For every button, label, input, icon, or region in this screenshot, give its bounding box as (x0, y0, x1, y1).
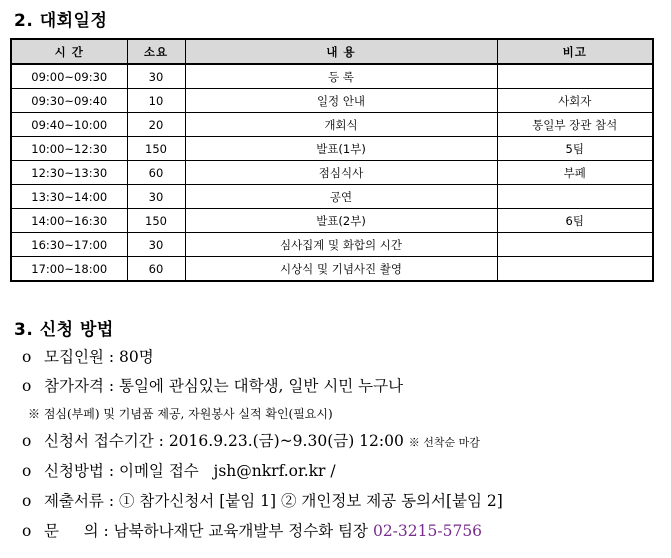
cell-note (497, 257, 653, 282)
table-row (11, 233, 653, 257)
cell-duration: 150 (127, 137, 185, 161)
cell-duration: 30 (127, 64, 185, 89)
header-note: 비고 (497, 39, 653, 64)
cell-duration: 60 (127, 257, 185, 282)
cell-content: 공연 (185, 185, 497, 209)
table-row (11, 185, 653, 209)
schedule-table (10, 38, 654, 282)
qualification-line (22, 374, 403, 396)
cell-note: 5팀 (497, 137, 653, 161)
bullet: o (22, 522, 32, 540)
cell-duration: 10 (127, 89, 185, 113)
recruit-line (22, 345, 154, 367)
period-text: 신청서 접수기간 : 2016.9.23.(금)~9.30(금) 12:00 (44, 432, 404, 450)
bullet: o (22, 462, 32, 480)
table-row (11, 89, 653, 113)
bullet: o (22, 432, 32, 450)
section-title-schedule: 2. 대회일정 (14, 11, 108, 31)
cell-duration: 30 (127, 185, 185, 209)
cell-content: 일정 안내 (185, 89, 497, 113)
cell-time: 09:30~09:40 (11, 89, 127, 113)
cell-content: 점심식사 (185, 161, 497, 185)
section-title-application: 3. 신청 방법 (14, 320, 114, 340)
benefit-note: ※ 점심(부페) 및 기념품 제공, 자원봉사 실적 확인(필요시) (28, 407, 333, 421)
cell-duration: 30 (127, 233, 185, 257)
cell-time: 10:00~12:30 (11, 137, 127, 161)
contact-text: 문 의 : 남북하나재단 교육개발부 정수화 팀장 (44, 522, 369, 540)
table-row (11, 137, 653, 161)
header-content: 내 용 (185, 39, 497, 64)
cell-content: 시상식 및 기념사진 촬영 (185, 257, 497, 282)
header-time: 시 간 (11, 39, 127, 64)
cell-time: 09:00~09:30 (11, 64, 127, 89)
cell-content: 발표(2부) (185, 209, 497, 233)
docs-line (22, 489, 503, 511)
docs-text: 제출서류 : ① 참가신청서 [붙임 1] ② 개인정보 제공 동의서[붙임 2] (44, 492, 503, 510)
period-line (22, 429, 480, 451)
period-note: ※ 선착순 마감 (408, 436, 480, 449)
table-row (11, 209, 653, 233)
cell-content: 등 록 (185, 64, 497, 89)
cell-time: 12:30~13:30 (11, 161, 127, 185)
method-text: 신청방법 : 이메일 접수 (44, 462, 199, 480)
header-duration: 소요 (127, 39, 185, 64)
cell-note: 통일부 장관 참석 (497, 113, 653, 137)
cell-note (497, 185, 653, 209)
table-row (11, 257, 653, 282)
cell-note (497, 233, 653, 257)
cell-time: 16:30~17:00 (11, 233, 127, 257)
cell-time: 09:40~10:00 (11, 113, 127, 137)
cell-note (497, 64, 653, 89)
contact-line (22, 519, 482, 541)
qualification-text: 참가자격 : 통일에 관심있는 대학생, 일반 시민 누구나 (44, 377, 404, 395)
cell-duration: 20 (127, 113, 185, 137)
table-row (11, 161, 653, 185)
cell-content: 발표(1부) (185, 137, 497, 161)
bullet: o (22, 377, 32, 395)
email-link[interactable]: jsh@nkrf.or.kr / (213, 462, 336, 480)
cell-time: 17:00~18:00 (11, 257, 127, 282)
cell-content: 심사집계 및 화합의 시간 (185, 233, 497, 257)
table-row (11, 113, 653, 137)
cell-duration: 150 (127, 209, 185, 233)
bullet: o (22, 348, 32, 366)
cell-content: 개회식 (185, 113, 497, 137)
cell-time: 13:30~14:00 (11, 185, 127, 209)
cell-duration: 60 (127, 161, 185, 185)
contact-phone: 02-3215-5756 (372, 522, 483, 540)
cell-note: 사회자 (497, 89, 653, 113)
method-line (22, 459, 336, 481)
cell-note: 부페 (497, 161, 653, 185)
cell-time: 14:00~16:30 (11, 209, 127, 233)
table-header-row (11, 39, 653, 64)
bullet: o (22, 492, 32, 510)
table-row (11, 64, 653, 89)
cell-note: 6팀 (497, 209, 653, 233)
recruit-text: 모집인원 : 80명 (44, 348, 154, 366)
